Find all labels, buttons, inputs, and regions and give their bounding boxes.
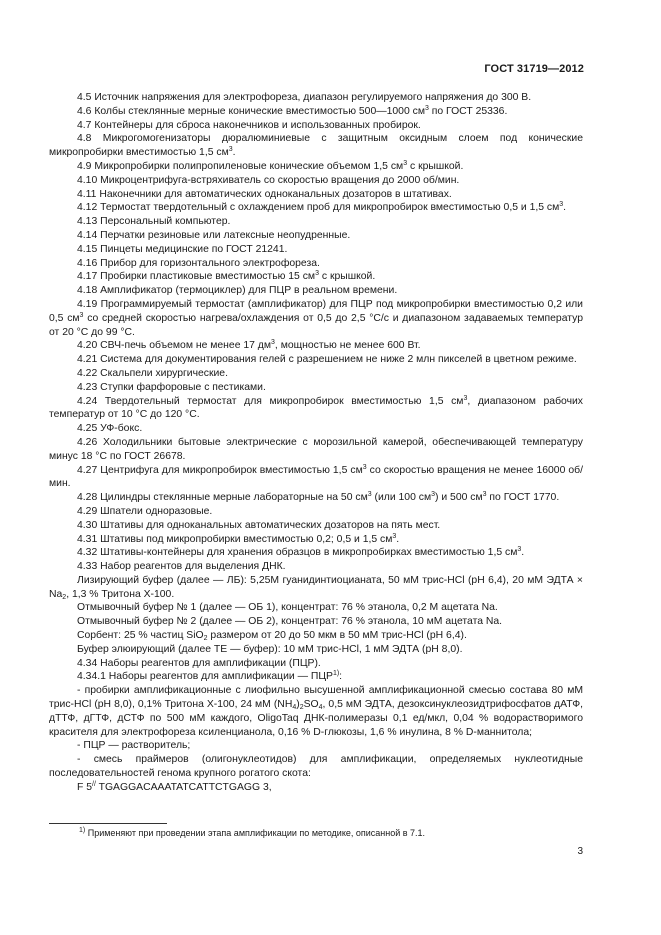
paragraph-text: 4.28 Цилиндры стеклянные мерные лабораторные на 50 см [77,492,368,504]
superscript: 3 [392,532,397,540]
paragraph-text: (или 100 см [371,492,432,504]
superscript: / [92,780,94,788]
paragraph-text: 4.10 Микроцентрифуга-встряхиватель со скоростью вращения до 2000 об/мин. [77,174,460,186]
paragraph-text: Буфер элюирующий (далее ТЕ — буфер): 10 мМ трис-HCl, 1 мМ ЭДТА (рН 8,0). [77,643,463,655]
paragraph-text: 4.25 УФ-бокс. [77,423,143,435]
paragraph-text: с крышкой. [318,271,376,283]
paragraph [49,781,583,795]
paragraph-text: 4.9 Микропробирки полипропиленовые конические объемом 1,5 см [77,160,404,172]
superscript: 3 [463,394,468,402]
paragraph-text: со скоростью вращения не менее 16000 об/мин. [49,464,584,490]
paragraph-text: ) и 500 см [435,492,483,504]
paragraph-text: 4.24 Твердотельный термостат для микропробирок вместимостью 1,5 см [77,395,464,407]
paragraph-text: 4.19 Программируемый термостат (амплификатор) для ПЦР под микропробирки вместимостью 0,2 или 0,5 см [49,298,583,324]
paragraph-text: по ГОСТ 25336. [428,105,508,117]
paragraph-text: 4.12 Термостат твердотельный с охлаждением проб для микропробирок вместимостью 0,5 и 1,5 см [77,202,560,214]
superscript: 1) [332,670,340,678]
paragraph-text: 4.16 Прибор для горизонтального электрофореза. [77,257,320,269]
paragraph [49,91,583,105]
standard-header: ГОСТ 31719—2012 [484,63,584,75]
paragraph-text: : [339,671,343,683]
superscript: 3 [362,463,367,471]
paragraph [49,215,583,229]
paragraph-text: ) [296,699,300,711]
paragraph-text: Сорбент: 25 % частиц SiO [77,630,204,642]
paragraph-text: SO [303,699,319,711]
paragraph-text: 4.8 Микрогомогенизаторы дюралюминиевые с защитным оксидным слоем под конические микропробирки вместимостью 1,5 см [49,133,583,159]
paragraph-text: 4.15 Пинцеты медицинские по ГОСТ 21241. [77,243,288,255]
paragraph-text: 4.26 Холодильники бытовые электрические с морозильной камерой, обеспечивающей температуру минус 18 °С по ГОСТ 26678. [49,436,583,462]
paragraph-text: 4.32 Штативы-контейнеры для хранения образцов в микропробирках вместимостью 1,5 см [77,547,518,559]
paragraph [49,739,583,753]
footnote [79,828,425,838]
paragraph-text: 4.31 Штативы под микропробирки вместимостью 0,2; 0,5 и 1,5 см [77,533,393,545]
paragraph-text: - пробирки амплификационные с лиофильно высушенной амплификационной смесью состава 80 мМ трис-HCl (рН 8,0), 0,1% Тритона Х-100, 24 мМ (NH [49,685,583,711]
footnote-separator [49,823,167,824]
paragraph [49,643,583,657]
paragraph-text: . [521,547,525,559]
superscript: 3 [424,104,429,112]
paragraph [49,105,583,119]
paragraph [49,464,583,492]
paragraph [49,132,583,160]
paragraph [49,560,583,574]
subscript: 2 [299,704,304,712]
paragraph-text: 4.11 Наконечники для автоматических одноканальных дозаторов в штативах. [77,188,452,200]
paragraph [49,395,583,423]
paragraph-text: , диапазоном рабочих температур от 10 °С до 120 °С. [49,395,583,421]
paragraph-text: 4.17 Пробирки пластиковые вместимостью 15 см [77,271,316,283]
paragraph-text: , 1,3 % Тритона Х-100. [66,588,175,600]
paragraph [49,519,583,533]
superscript: 3 [403,159,408,167]
paragraph-text: 4.34 Наборы реагентов для амплификации (ПЦР). [77,657,321,669]
subscript: 4 [292,704,297,712]
paragraph [49,601,583,615]
subscript: 4 [318,704,323,712]
superscript: 3 [482,491,487,499]
paragraph [49,753,583,781]
paragraph-text: . [232,147,236,159]
superscript: 3 [367,491,372,499]
paragraph [49,119,583,133]
paragraph [49,491,583,505]
paragraph [49,574,583,602]
paragraph-text: Отмывочный буфер № 1 (далее — ОБ 1), концентрат: 76 % этанола, 0,2 М ацетата Na. [77,602,498,614]
paragraph-text: 4.5 Источник напряжения для электрофореза, диапазон регулируемого напряжения до 300 В. [77,92,532,103]
paragraph [49,629,583,643]
subscript: 2 [62,593,67,601]
paragraph [49,270,583,284]
paragraph-text: , мощностью не менее 600 Вт. [274,340,421,352]
superscript: 3 [271,339,275,347]
paragraph-text: . [396,533,400,545]
paragraph [49,546,583,560]
footnote-mark: 1) [79,827,86,834]
paragraph [49,615,583,629]
footnote-text: Применяют при проведении этапа амплификации по методике, описанной в 7.1. [85,828,426,838]
paragraph-text: . [563,202,567,214]
paragraph-text: 4.22 Скальпели хирургические. [77,367,228,379]
paragraph-text: - ПЦР — растворитель; [77,740,191,752]
paragraph [49,436,583,464]
paragraph [49,367,583,381]
paragraph-text: 4.18 Амплификатор (термоциклер) для ПЦР в реальном времени. [77,285,398,297]
paragraph-text: 4.14 Перчатки резиновые или латексные неопудренные. [77,229,351,241]
paragraph [49,174,583,188]
paragraph [49,188,583,202]
paragraph-text: размером от 20 до 50 мкм в 50 мМ трис-HCl (рН 6,4). [207,630,467,642]
paragraph-text: , 0,5 мМ ЭДТА, дезоксинуклеозидтрифосфатов дАТФ, дТТФ, дГТФ, дСТФ по 500 мМ каждого, OligoTaq ДНК-полимеразы 0,1 ед/мкл, 0,04 % водорастворимого красителя для электрофореза ксиленцианола, 0,16 % D-глюкозы, 1,6 % инулина, 8 % D-маннитола; [49,699,583,738]
paragraph-text: по ГОСТ 1770. [486,492,560,504]
paragraph-text: , [268,781,272,793]
paragraph [49,533,583,547]
superscript: 3 [228,146,233,154]
paragraph [49,684,583,739]
superscript: 3 [559,201,564,209]
paragraph [49,657,583,671]
paragraph [49,284,583,298]
paragraph [49,257,583,271]
paragraph-text: Отмывочный буфер № 2 (далее — ОБ 2), концентрат: 76 % этанола, 10 мМ ацетата Na. [77,616,503,628]
paragraph-text: 4.20 СВЧ-печь объемом не менее 17 дм [77,340,272,352]
superscript: 3 [79,311,84,319]
paragraph-text: F 5 [77,781,93,793]
paragraph-text: - смесь праймеров (олигонуклеотидов) для амплификации, определяемых нуклеотидные последовательностей генома крупного рогатого скота: [49,754,583,780]
paragraph-text: 4.29 Шпатели одноразовые. [77,505,213,517]
paragraph-text: 4.27 Центрифуга для микропробирок вместимостью 1,5 см [77,464,363,476]
paragraph [49,670,583,684]
paragraph-text: со средней скоростью нагрева/охлаждения от 0,5 до 2,5 °С/с и диапазоном задаваемых температур от 20 °С до 99 °С. [49,312,583,338]
superscript: 3 [315,270,319,278]
paragraph-text: 4.23 Ступки фарфоровые с пестиками. [77,381,266,393]
paragraph [49,353,583,367]
paragraph [49,381,583,395]
paragraph [49,243,583,257]
paragraph [49,229,583,243]
paragraph-text: с крышкой. [407,160,464,172]
paragraph-text: 4.33 Набор реагентов для выделения ДНК. [77,561,286,573]
superscript: / [93,780,96,788]
superscript: 3 [431,491,435,499]
document-body [49,91,583,795]
paragraph [49,505,583,519]
paragraph-text: 4.6 Колбы стеклянные мерные конические вместимостью 500—1000 см [77,105,425,117]
paragraph-text: Лизирующий буфер (далее — ЛБ): 5,25М гуанидинтиоцианата, 50 мМ трис-HCl (рН 6,4), 20 мМ ЭДТА × Na [49,574,583,600]
paragraph [49,160,583,174]
paragraph [49,339,583,353]
superscript: 3 [517,546,522,554]
paragraph [49,201,583,215]
paragraph-text: 4.7 Контейнеры для сброса наконечников и использованных пробирок. [77,119,421,131]
paragraph-text: 4.13 Персональный компьютер. [77,216,231,228]
paragraph-text: 4.21 Система для документирования гелей с разрешением не ниже 2 млн пикселей в цветном режиме. [77,354,577,366]
paragraph [49,422,583,436]
paragraph-text: 4.34.1 Наборы реагентов для амплификации — ПЦР [77,671,333,683]
paragraph-text: 4.30 Штативы для одноканальных автоматических дозаторов на пять мест. [77,519,441,531]
paragraph [49,298,583,339]
paragraph-text: TGAGGACAAATATCATTCTGAGG 3 [95,781,269,793]
page-number: 3 [577,846,583,857]
subscript: 2 [203,635,208,643]
